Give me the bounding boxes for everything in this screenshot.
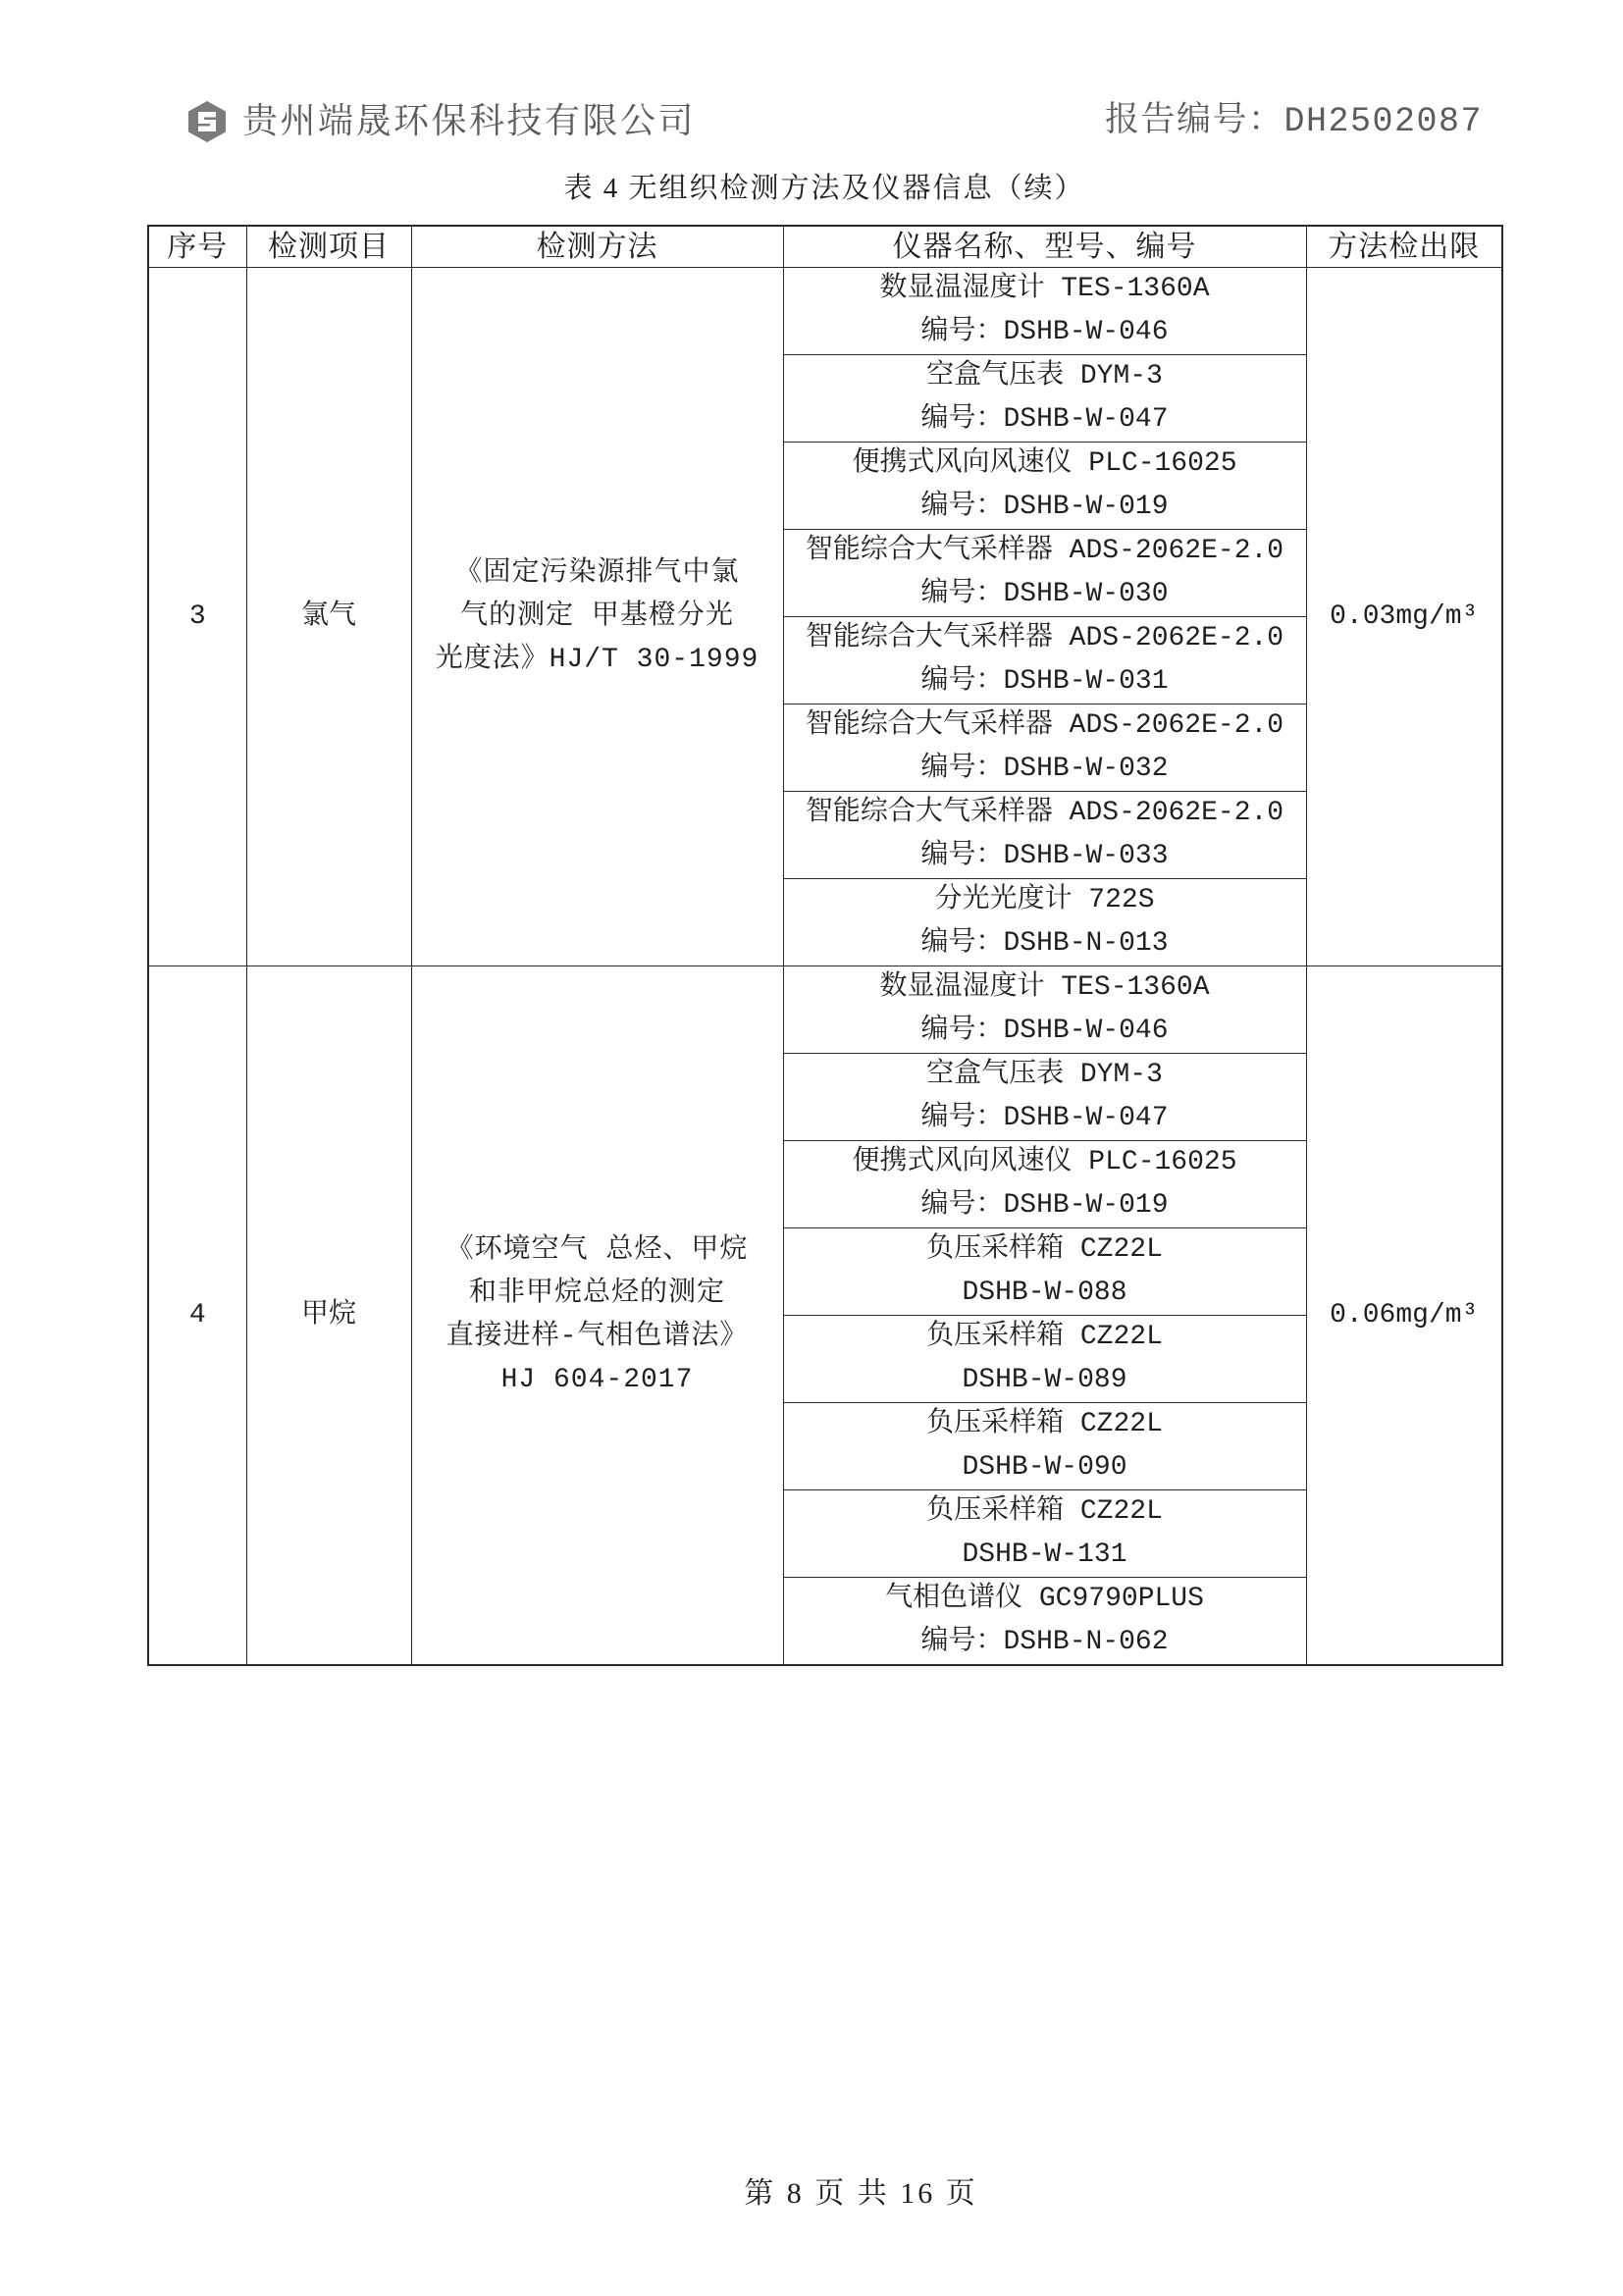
- test-method-line: 光度法》HJ/T 30-1999: [435, 644, 759, 675]
- column-header-item: 检测项目: [246, 226, 411, 268]
- column-header-limit: 方法检出限: [1306, 226, 1502, 268]
- instrument-cell: [783, 530, 1306, 617]
- instrument-name: 气相色谱仪 GC9790PLUS: [885, 1584, 1204, 1614]
- test-item-cell: 甲烷: [246, 966, 411, 1666]
- test-method-line: HJ 604-2017: [500, 1364, 694, 1395]
- instrument-code: 编号：DSHB-W-032: [920, 754, 1169, 784]
- instrument-name: 负压采样箱 CZ22L: [926, 1409, 1163, 1439]
- instrument-cell: [783, 1141, 1306, 1228]
- instrument-cell: [783, 1228, 1306, 1316]
- instrument-name: 数显温湿度计 TES-1360A: [879, 274, 1210, 304]
- instrument-name: 数显温湿度计 TES-1360A: [879, 972, 1210, 1003]
- instrument-name: 便携式风向风速仪 PLC-16025: [852, 1147, 1237, 1177]
- instrument-cell: [783, 1403, 1306, 1490]
- instrument-name: 空盒气压表 DYM-3: [926, 1060, 1163, 1090]
- column-header-number: 序号: [148, 226, 246, 268]
- instrument-code: 编号：DSHB-W-033: [920, 841, 1169, 871]
- row-number-cell: 3: [148, 268, 246, 966]
- instrument-code: DSHB-W-131: [962, 1539, 1127, 1570]
- instrument-name: 智能综合大气采样器 ADS-2062E-2.0: [805, 623, 1284, 653]
- table-header-row: [148, 226, 1502, 268]
- instrument-code: 编号：DSHB-N-013: [920, 928, 1169, 959]
- test-method-line: 气的测定 甲基橙分光: [460, 600, 734, 632]
- instrument-code: 编号：DSHB-W-031: [920, 666, 1169, 697]
- company-name: 贵州端晟环保科技有限公司: [242, 101, 697, 141]
- instrument-name: 智能综合大气采样器 ADS-2062E-2.0: [805, 710, 1284, 741]
- instrument-cell: [783, 1054, 1306, 1141]
- test-method-line: 直接进样-气相色谱法》: [445, 1321, 749, 1352]
- page-number: 第 8 页 共 16 页: [744, 2177, 978, 2210]
- instrument-name: 智能综合大气采样器 ADS-2062E-2.0: [805, 536, 1284, 566]
- instrument-name: 空盒气压表 DYM-3: [926, 361, 1163, 391]
- table-row: [148, 268, 1502, 355]
- table-row: [148, 966, 1502, 1054]
- test-method-line: 《固定污染源排气中氯: [454, 557, 740, 589]
- instrument-cell: [783, 792, 1306, 879]
- instrument-code: 编号：DSHB-W-047: [920, 1103, 1169, 1133]
- instrument-name: 负压采样箱 CZ22L: [926, 1496, 1163, 1527]
- instrument-cell: [783, 966, 1306, 1054]
- instrument-code: DSHB-W-090: [962, 1452, 1127, 1483]
- instrument-cell: [783, 443, 1306, 530]
- detection-limit-cell: 0.06mg/m³: [1306, 966, 1502, 1666]
- detection-limit-cell: 0.03mg/m³: [1306, 268, 1502, 966]
- instrument-code: DSHB-W-088: [962, 1278, 1127, 1308]
- instrument-code: 编号：DSHB-W-019: [920, 1190, 1169, 1221]
- instrument-cell: [783, 1578, 1306, 1666]
- column-header-instrument: 仪器名称、型号、编号: [783, 226, 1306, 268]
- test-method-cell: [411, 966, 783, 1666]
- instrument-name: 便携式风向风速仪 PLC-16025: [852, 448, 1237, 479]
- row-number-cell: 4: [148, 966, 246, 1666]
- instrument-cell: [783, 1490, 1306, 1578]
- table-body: [148, 268, 1502, 1666]
- instrument-code: 编号：DSHB-W-046: [920, 317, 1169, 347]
- instrument-cell: [783, 268, 1306, 355]
- instrument-code: 编号：DSHB-W-019: [920, 492, 1169, 522]
- column-header-method: 检测方法: [411, 226, 783, 268]
- test-method-cell: [411, 268, 783, 966]
- company-logo: [184, 99, 230, 144]
- report-number: 报告编号：DH2502087: [1104, 102, 1483, 141]
- instrument-cell: [783, 1316, 1306, 1403]
- instrument-name: 负压采样箱 CZ22L: [926, 1234, 1163, 1265]
- instrument-cell: [783, 617, 1306, 704]
- methods-instruments-table: [147, 225, 1503, 1666]
- instrument-cell: [783, 355, 1306, 443]
- instrument-code: DSHB-W-089: [962, 1365, 1127, 1395]
- instrument-cell: [783, 704, 1306, 792]
- table-caption: 表 4 无组织检测方法及仪器信息（续）: [563, 173, 1085, 204]
- instrument-name: 分光光度计 722S: [934, 885, 1155, 915]
- instrument-name: 负压采样箱 CZ22L: [926, 1322, 1163, 1352]
- instrument-code: 编号：DSHB-W-030: [920, 579, 1169, 609]
- instrument-code: 编号：DSHB-W-046: [920, 1016, 1169, 1046]
- instrument-name: 智能综合大气采样器 ADS-2062E-2.0: [805, 798, 1284, 828]
- test-method-line: 《环境空气 总烃、甲烷: [445, 1234, 749, 1266]
- table-header: [148, 226, 1502, 268]
- instrument-code: 编号：DSHB-W-047: [920, 404, 1169, 435]
- instrument-cell: [783, 879, 1306, 966]
- test-item-cell: 氯气: [246, 268, 411, 966]
- test-method-line: 和非甲烷总烃的测定: [468, 1278, 725, 1309]
- instrument-code: 编号：DSHB-N-062: [920, 1627, 1169, 1657]
